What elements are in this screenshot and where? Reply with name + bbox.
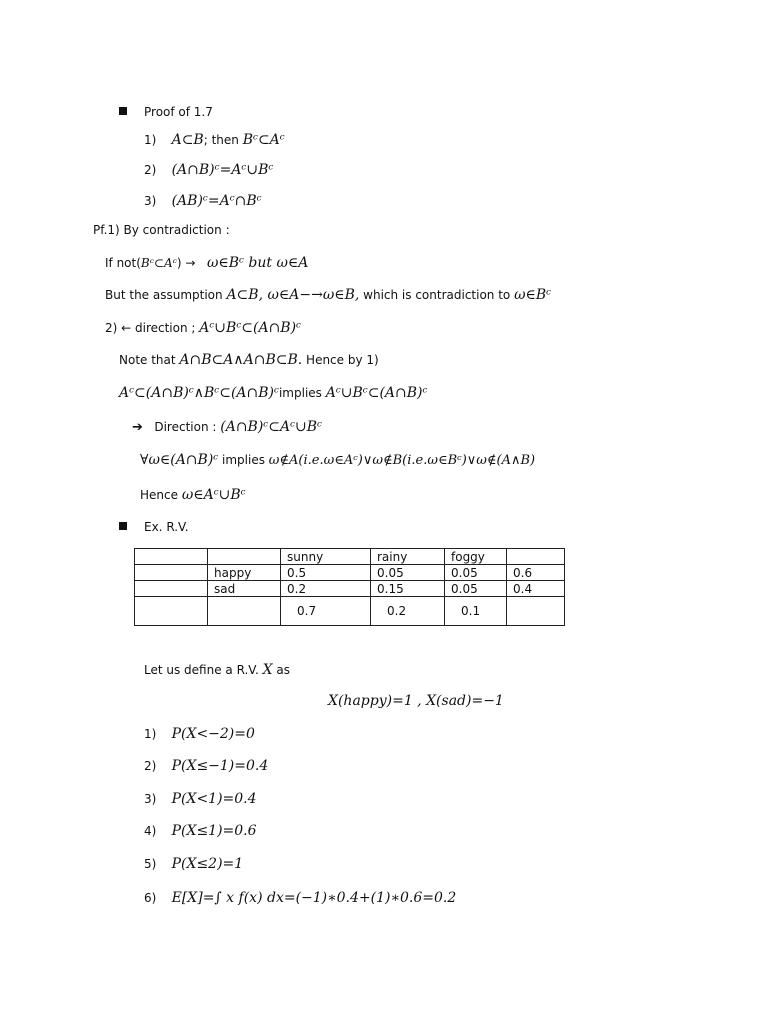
item-text: ; then (203, 133, 243, 147)
proof-text: ) → (176, 256, 196, 270)
math-expression: A⊂B (171, 132, 204, 148)
math-expression: ω∉A(i.e.ω∈Aᶜ)∨ω∉B(i.e.ω∈Bᶜ)∨ω∉(A∧B) (268, 453, 536, 468)
item-number: 5) (144, 857, 157, 871)
table-cell: 0.7 (281, 597, 371, 626)
table-cell: 0.5 (281, 565, 371, 581)
math-expression: Aᶜ∪Bᶜ⊂(A∩B)ᶜ (199, 320, 301, 336)
math-expression: (A∩B)ᶜ⊂Aᶜ∪Bᶜ (220, 419, 322, 435)
table-cell: 0.6 (507, 565, 565, 581)
item-number: 2) (144, 163, 157, 177)
math-expression: Aᶜ∪Bᶜ⊂(A∩B)ᶜ (325, 385, 428, 401)
table-cell: foggy (445, 549, 507, 565)
proof-text: which is contradiction to (359, 288, 515, 302)
proof-heading: Pf.1) By contradiction : (93, 223, 230, 237)
table-row (135, 597, 565, 626)
probability-table (134, 548, 565, 626)
table-cell: 0.15 (371, 581, 445, 597)
proof-text: Hence (140, 488, 182, 502)
item-number: 3) (144, 792, 157, 806)
table-cell (208, 549, 281, 565)
list-item (144, 792, 257, 806)
proof-line (105, 256, 308, 270)
list-item (144, 133, 285, 147)
item-number: 2) (144, 759, 157, 773)
math-expression: P(X<1)=0.4 (171, 791, 257, 807)
definition-equation: X(happy)=1 , X(sad)=−1 (328, 693, 504, 709)
definition-text: Let us define a R.V. (144, 663, 263, 677)
table-cell (208, 597, 281, 626)
math-expression: A⊂B, ω∈A−→ω∈B, (226, 287, 360, 303)
table-cell: sad (208, 581, 281, 597)
proof-line (140, 453, 535, 467)
proof-text: implies (278, 386, 326, 400)
item-number: 3) (144, 194, 157, 208)
definition-text: as (272, 663, 290, 677)
table-cell (135, 581, 208, 597)
table-cell (135, 597, 208, 626)
item-number: 4) (144, 824, 157, 838)
list-item (144, 857, 243, 871)
math-expression: P(X≤−1)=0.4 (171, 758, 269, 774)
proof-line (105, 321, 301, 335)
proof-text: 2) ← direction ; (105, 321, 200, 335)
arrow-right-icon: ➔ (132, 420, 143, 435)
math-expression: X (262, 662, 273, 678)
item-number: 1) (144, 727, 157, 741)
proof-text: implies (218, 453, 269, 467)
table-cell: 0.05 (445, 581, 507, 597)
math-expression: (A∩B)ᶜ=Aᶜ∪Bᶜ (171, 162, 274, 178)
table-cell: 0.05 (371, 565, 445, 581)
math-expression: Bᶜ⊂Aᶜ (140, 256, 177, 270)
item-number: 1) (144, 133, 157, 147)
table-cell: 0.2 (371, 597, 445, 626)
table-cell: 0.4 (507, 581, 565, 597)
item-number: 6) (144, 891, 157, 905)
table-cell (507, 597, 565, 626)
list-item (144, 163, 273, 177)
proof-text: Direction : (154, 420, 221, 434)
table-cell: 0.2 (281, 581, 371, 597)
math-expression: Bᶜ⊂Aᶜ (242, 132, 285, 148)
section-title-proof: Proof of 1.7 (144, 105, 213, 119)
proof-text: Note that (119, 353, 180, 367)
definition-line (144, 663, 290, 677)
proof-line (119, 353, 379, 367)
proof-line (132, 420, 322, 434)
table-row (135, 565, 565, 581)
math-expression: ω∈Bᶜ but ω∈A (206, 255, 309, 271)
proof-text: If not( (105, 256, 141, 270)
proof-line (105, 288, 551, 302)
math-expression: ω∈Bᶜ (514, 287, 552, 303)
math-expression: P(X≤2)=1 (171, 856, 244, 872)
list-item (144, 759, 268, 773)
list-item (144, 194, 262, 208)
table-cell: rainy (371, 549, 445, 565)
table-cell (507, 549, 565, 565)
proof-text: Hence by 1) (302, 353, 379, 367)
section-title-rv: Ex. R.V. (144, 520, 189, 534)
math-expression: (AB)ᶜ=Aᶜ∩Bᶜ (171, 193, 262, 209)
proof-text: But the assumption (105, 288, 227, 302)
math-expression: E[X]=∫ x f(x) dx=(−1)∗0.4+(1)∗0.6=0.2 (171, 890, 457, 906)
math-expression: Aᶜ⊂(A∩B)ᶜ∧Bᶜ⊂(A∩B)ᶜ (119, 385, 279, 401)
math-expression: P(X≤1)=0.6 (171, 823, 257, 839)
table-row (135, 581, 565, 597)
proof-line (140, 488, 246, 502)
math-expression: P(X<−2)=0 (171, 726, 255, 742)
table-cell: sunny (281, 549, 371, 565)
math-expression: A∩B⊂A∧A∩B⊂B. (179, 352, 303, 368)
math-expression: ω∈Aᶜ∪Bᶜ (181, 487, 246, 503)
list-item (144, 824, 257, 838)
table-cell: happy (208, 565, 281, 581)
math-expression: ∀ω∈(A∩B)ᶜ (140, 452, 219, 468)
table-header-row (135, 549, 565, 565)
table-cell (135, 549, 208, 565)
bullet-square (119, 522, 127, 530)
list-item (144, 891, 456, 905)
bullet-square (119, 107, 127, 115)
list-item (144, 727, 255, 741)
proof-line (119, 386, 427, 400)
table-cell (135, 565, 208, 581)
table-cell: 0.05 (445, 565, 507, 581)
table-cell: 0.1 (445, 597, 507, 626)
